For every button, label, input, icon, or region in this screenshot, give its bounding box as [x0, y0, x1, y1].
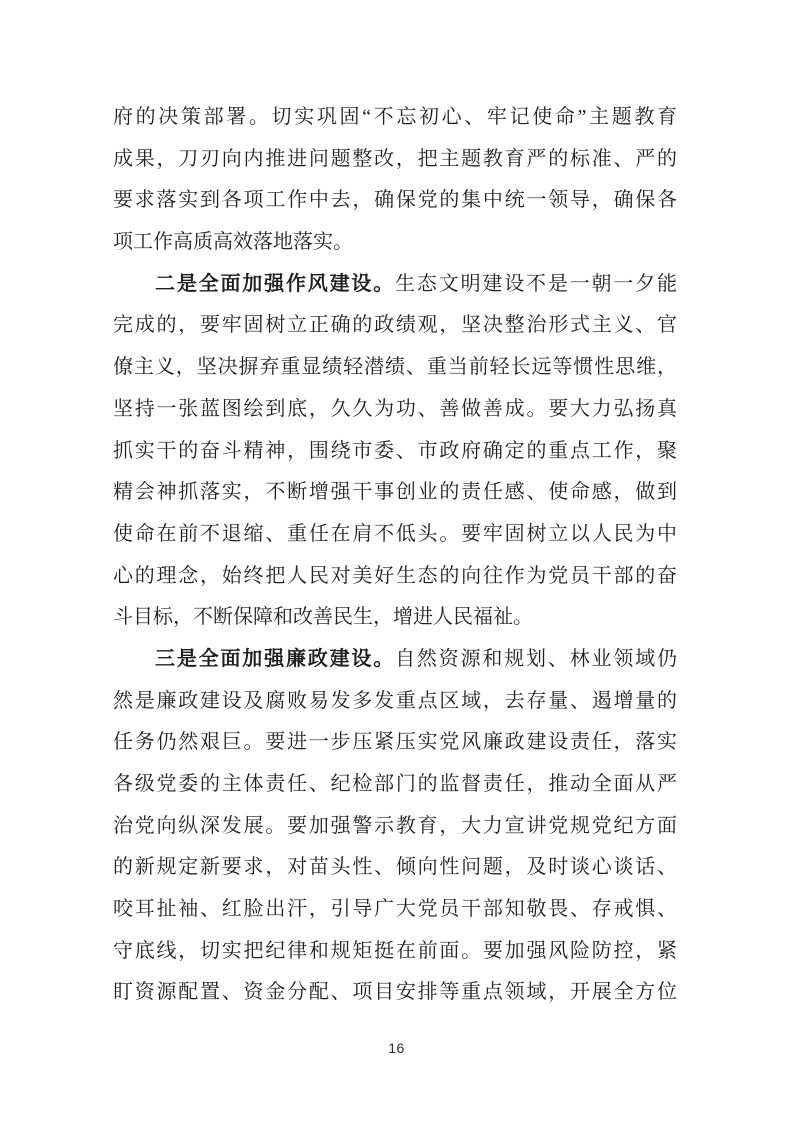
page-number: 16 — [388, 1040, 405, 1056]
text-line-p2-5: 抓实干的奋斗精神，围绕市委、市政府确定的重点工作，聚 — [113, 439, 677, 462]
text-line-p3-2: 然是廉政建设及腐败易发多发重点区域，去存量、遏增量的 — [113, 689, 677, 712]
text-line-p1-3: 要求落实到各项工作中去，确保党的集中统一领导，确保各 — [113, 189, 677, 212]
text-line-p3-5: 治党向纵深发展。要加强警示教育，大力宣讲党规党纪方面 — [113, 814, 677, 837]
text-line-p2-7: 使命在前不退缩、重任在肩不低头。要牢固树立以人民为中 — [113, 522, 677, 545]
text-line-p3-3: 任务仍然艰巨。要进一步压紧压实党风廉政建设责任，落实 — [113, 731, 677, 754]
text-line-p2-8: 心的理念，始终把人民对美好生态的向往作为党员干部的奋 — [113, 564, 677, 587]
text-line-p2-6: 精会神抓落实，不断增强干事创业的责任感、使命感，做到 — [113, 481, 677, 504]
paragraph-heading: 三是全面加强廉政建设。 — [155, 647, 396, 670]
text-line-p2-4: 坚持一张蓝图绘到底，久久为功、善做善成。要大力弘扬真 — [113, 397, 677, 420]
text-line-p2-2: 完成的，要牢固树立正确的政绩观，坚决整治形式主义、官 — [113, 314, 677, 337]
text-line-p3-8: 守底线，切实把纪律和规矩挺在前面。要加强风险防控，紧 — [113, 939, 677, 962]
text-line-p3-7: 咬耳扯袖、红脸出汗，引导广大党员干部知敬畏、存戒惧、 — [113, 898, 677, 921]
text-line-p3-1: 三是全面加强廉政建设。自然资源和规划、林业领域仍 — [155, 647, 678, 670]
text-line-p3-4: 各级党委的主体责任、纪检部门的监督责任，推动全面从严 — [113, 773, 677, 795]
text-line-p1-1: 府的决策部署。切实巩固“不忘初心、牢记使命”主题教育 — [113, 106, 677, 128]
document-body — [113, 97, 677, 1014]
text-line-p1-2: 成果，刀刃向内推进问题整改，把主题教育严的标准、严的 — [113, 147, 677, 170]
text-line-p3-9: 盯资源配置、资金分配、项目安排等重点领域，开展全方位 — [113, 981, 677, 1004]
text-line-p3-6: 的新规定新要求，对苗头性、倾向性问题，及时谈心谈话、 — [113, 856, 677, 879]
text-line-p2-9: 斗目标，不断保障和改善民生，增进人民福祉。 — [113, 606, 533, 629]
text-line-p2-1: 二是全面加强作风建设。生态文明建设不是一朝一夕能 — [155, 272, 678, 295]
text-line-p1-4: 项工作高质高效落地落实。 — [113, 231, 353, 254]
paragraph-heading: 二是全面加强作风建设。 — [155, 272, 396, 295]
text-line-p2-3: 僚主义，坚决摒弃重显绩轻潜绩、重当前轻长远等惯性思维， — [113, 356, 677, 379]
